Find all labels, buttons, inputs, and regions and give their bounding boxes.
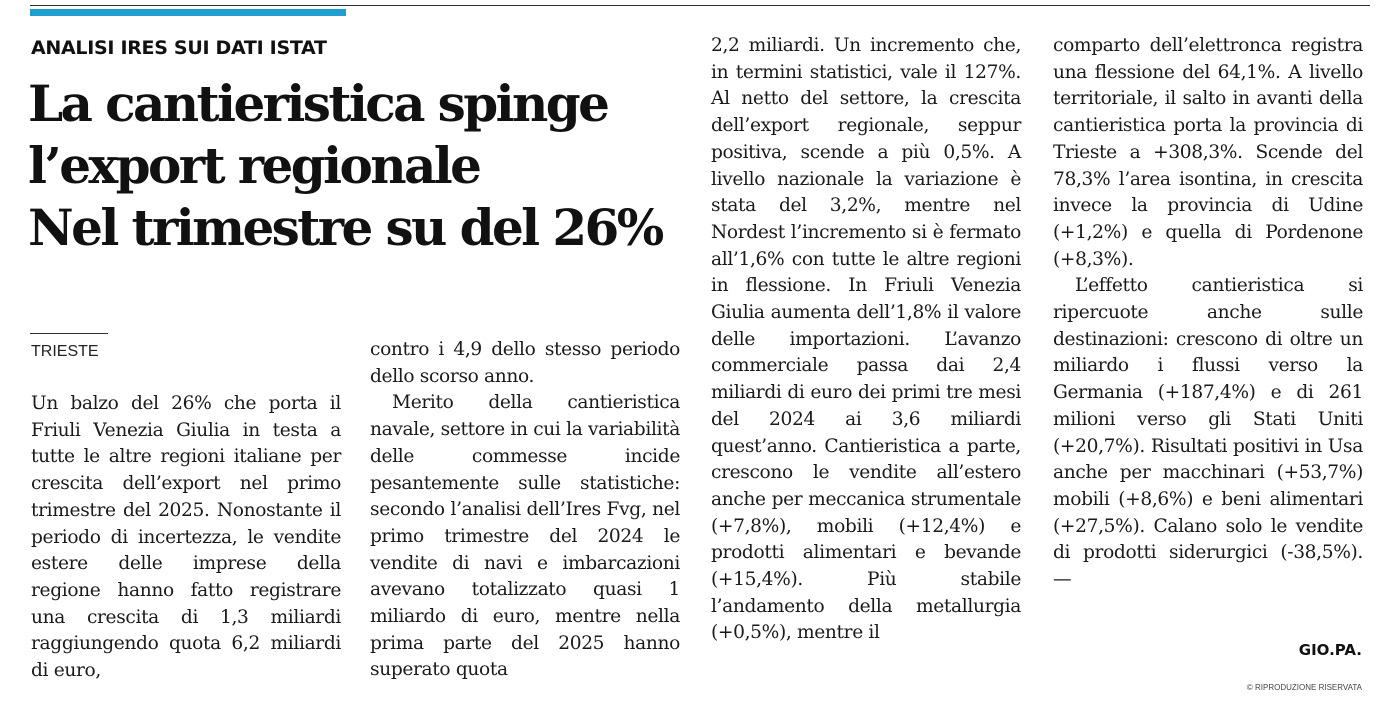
kicker: ANALISI IRES SUI DATI ISTAT: [31, 37, 327, 59]
headline: [28, 73, 688, 259]
dateline-rule: [30, 333, 108, 334]
paragraph: 2,2 miliardi. Un incremento che, in termini statistici, vale il 127%. Al netto del settore, la crescita dell’export regionale, seppur positiva, scende a più 0,5%. A livello nazionale la variazione è stata del 3,2%, mentre nel Nordest l’incremento si è fermato all’1,6% con tutte le altre regioni in flessione. In Friuli Venezia Giulia aumenta dell’1,8% il valore delle importazioni. L’avanzo commerciale passa dai 2,4 miliardi di euro dei primi tre mesi del 2024 ai 3,6 miliardi quest’anno. Cantieristica a parte, crescono le vendite all’estero anche per meccanica strumentale (+7,8%), mobili (+12,4%) e prodotti alimentari e bevande (+15,4%). Più stabile l’andamento della metallurgia (+0,5%), mentre il: [711, 35, 1021, 644]
article-column-2: [370, 337, 680, 684]
copyright-notice: © RIPRODUZIONE RISERVATA: [1246, 683, 1362, 692]
paragraph: Un balzo del 26% che porta il Friuli Venezia Giulia in testa a tutte le altre regioni italiane per crescita dell’export nel primo trimestre del 2025. Nonostante il periodo di incertezza, le vendite estere delle imprese della regione hanno fatto registrare una crescita di 1,3 miliardi raggiungendo quota 6,2 miliardi di euro,: [31, 393, 341, 682]
headline-line-3: Nel trimestre su del 26%: [28, 198, 662, 257]
article-column-3: [711, 33, 1021, 647]
accent-bar: [30, 9, 346, 16]
top-rule: [30, 5, 1370, 6]
article-column-1: [31, 391, 341, 685]
paragraph: comparto dell’elettronca registra una flessione del 64,1%. A livello territoriale, il salto in avanti della cantieristica porta la provincia di Trieste a +308,3%. Scende del 78,3% l’area isontina, in crescita invece la provincia di Udine (+1,2%) e quella di Pordenone (+8,3%).: [1053, 35, 1363, 270]
paragraph: Merito della cantieristica navale, settore in cui la variabilità delle commesse incide pesantemente sulle statistiche: secondo l’analisi dell’Ires Fvg, nel primo trimestre del 2024 le vendite di navi e imbarcazioni avevano totalizzato quasi 1 miliardo di euro, mentre nella prima parte del 2025 hanno superato quota: [370, 392, 680, 681]
article-column-4: [1053, 33, 1363, 594]
paragraph: L’effetto cantieristica si ripercuote anche sulle destinazioni: crescono di oltre un miliardo i flussi verso la Germania (+187,4%) e di 261 milioni verso gli Stati Uniti (+20,7%). Risultati positivi in Usa anche per macchinari (+53,7%) mobili (+8,6%) e beni alimentari (+27,5%). Calano solo le vendite di prodotti siderurgici (-38,5%). —: [1053, 275, 1363, 591]
paragraph: contro i 4,9 dello stesso periodo dello scorso anno.: [370, 339, 680, 387]
dateline: TRIESTE: [31, 343, 99, 360]
headline-line-1: La cantieristica spinge: [28, 74, 608, 133]
author-signature: GIO.PA.: [1298, 641, 1362, 659]
headline-line-2: l’export regionale: [28, 136, 480, 195]
